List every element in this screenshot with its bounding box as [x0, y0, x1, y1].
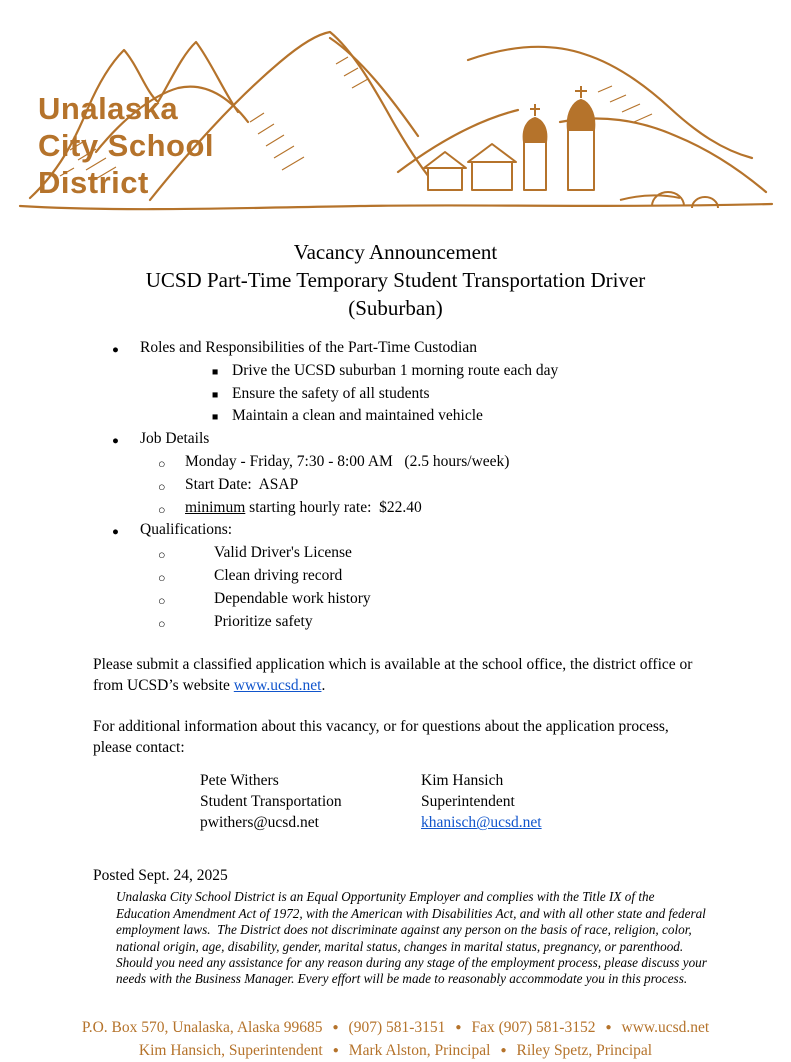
- footer-phone: (907) 581-3151: [348, 1018, 446, 1036]
- underlined-word: minimum: [185, 498, 246, 516]
- title-line-1: Vacancy Announcement: [293, 240, 498, 264]
- circle-bullet-icon: ○: [158, 616, 166, 631]
- application-text: Please submit a classified application which is available at the school office, the district office or from UCSD’s website: [93, 656, 697, 695]
- application-instructions: [93, 654, 703, 696]
- footer-website: www.ucsd.net: [621, 1018, 710, 1036]
- list-item: [158, 589, 791, 612]
- list-item-job-details: [112, 429, 791, 452]
- contact-intro: For additional information about this vacancy, or for questions about the application process, please contact:: [93, 718, 673, 757]
- posted-date: Posted Sept. 24, 2025: [93, 867, 228, 885]
- footer-principal-2: Riley Spetz, Principal: [516, 1041, 653, 1059]
- list-item-hourly-rate: [158, 498, 791, 521]
- list-item-label: Qualifications:: [140, 521, 233, 539]
- eeo-disclaimer: Unalaska City School District is an Equal Opportunity Employer and complies with the Title IX of the Education Amendment Act of 1972, with the American with Disabilities Act, and with all other state and federal employment laws. The District does not discriminate against any person on the basis of race, religion, color, national origin, age, disability, gender, marital status, changes in marital status, pregnancy, or parenthood. Should you need any assistance for any reason during any stage of the employment process, please discuss your needs with the Business Manager. Every effort will be made to reasonably accommodate you in this process.: [116, 889, 711, 987]
- contact-card-pete-withers: [200, 770, 421, 833]
- list-item-label: [185, 498, 422, 521]
- list-item-label: Maintain a clean and maintained vehicle: [232, 407, 483, 425]
- square-bullet-icon: ■: [212, 389, 219, 401]
- list-item-qualifications: [112, 520, 791, 543]
- logo-line-1: Unalaska: [38, 91, 179, 126]
- ucsd-website-link[interactable]: www.ucsd.net: [233, 677, 322, 695]
- document-header: [0, 0, 791, 232]
- title-line-3: (Suburban): [348, 296, 443, 320]
- bullet-separator-icon: ●: [332, 1021, 339, 1033]
- contact-block: [200, 770, 791, 833]
- circle-bullet-icon: ○: [158, 548, 166, 563]
- square-bullet-icon: ■: [212, 366, 219, 378]
- bullet-separator-icon: ●: [605, 1021, 612, 1033]
- list-item: [158, 475, 791, 498]
- village-art: [424, 144, 516, 190]
- vacancy-title: [0, 238, 791, 322]
- title-line-2: UCSD Part-Time Temporary Student Transportation Driver: [145, 268, 646, 292]
- list-item: [158, 612, 791, 635]
- contact-card-kim-hansich: [421, 770, 642, 833]
- list-item-label: Job Details: [140, 430, 210, 448]
- list-item-label: Drive the UCSD suburban 1 morning route each day: [232, 361, 559, 379]
- bullet-separator-icon: ●: [332, 1044, 339, 1056]
- contact-name: Pete Withers: [200, 772, 279, 790]
- circle-bullet-icon: ○: [158, 593, 166, 608]
- footer-line-2: [0, 1039, 791, 1062]
- list-item-label: Start Date: ASAP: [185, 475, 299, 493]
- circle-bullet-icon: ○: [158, 570, 166, 585]
- bullet-separator-icon: ●: [500, 1044, 507, 1056]
- footer-principal-1: Mark Alston, Principal: [348, 1041, 491, 1059]
- square-bullet-icon: ■: [212, 412, 219, 424]
- footer-line-1: [0, 1016, 791, 1039]
- logo-line-3: District: [38, 165, 149, 200]
- district-logo: [38, 90, 214, 201]
- list-item-label: Ensure the safety of all students: [232, 384, 430, 402]
- list-item-label: Clean driving record: [214, 566, 343, 584]
- bullet-icon: ●: [112, 435, 119, 448]
- footer-fax: Fax (907) 581-3152: [471, 1018, 596, 1036]
- list-item-label: Monday - Friday, 7:30 - 8:00 AM (2.5 hours/week): [185, 452, 510, 470]
- footer: [0, 1016, 791, 1062]
- church-art: [524, 86, 595, 190]
- bullet-separator-icon: ●: [455, 1021, 462, 1033]
- list-item: [158, 566, 791, 589]
- circle-bullet-icon: ○: [158, 502, 166, 517]
- list-item-roles: [112, 338, 791, 361]
- list-item: [158, 543, 791, 566]
- list-item: [212, 361, 791, 384]
- contact-email: pwithers@ucsd.net: [200, 814, 319, 832]
- list-item-label: Dependable work history: [214, 589, 371, 607]
- contact-email-link[interactable]: khanisch@ucsd.net: [421, 814, 542, 832]
- list-item: [212, 384, 791, 407]
- circle-bullet-icon: ○: [158, 479, 166, 494]
- list-item: [158, 452, 791, 475]
- rate-text: starting hourly rate: $22.40: [245, 498, 422, 516]
- bullet-icon: ●: [112, 344, 119, 356]
- contact-role: Superintendent: [421, 793, 515, 811]
- contact-role: Student Transportation: [200, 793, 342, 811]
- list-item: [212, 406, 791, 429]
- circle-bullet-icon: ○: [158, 456, 166, 471]
- contact-name: Kim Hansich: [421, 772, 504, 790]
- footer-address: P.O. Box 570, Unalaska, Alaska 99685: [81, 1018, 323, 1036]
- footer-superintendent: Kim Hansich, Superintendent: [138, 1041, 323, 1059]
- list-item-label: Roles and Responsibilities of the Part-Time Custodian: [140, 339, 477, 356]
- bullet-icon: ●: [112, 526, 119, 539]
- list-item-label: Prioritize safety: [214, 612, 313, 630]
- vacancy-details-list: [0, 338, 791, 634]
- list-item-label: Valid Driver's License: [214, 544, 352, 562]
- logo-line-2: City School: [38, 128, 215, 163]
- application-text-end: .: [321, 677, 326, 695]
